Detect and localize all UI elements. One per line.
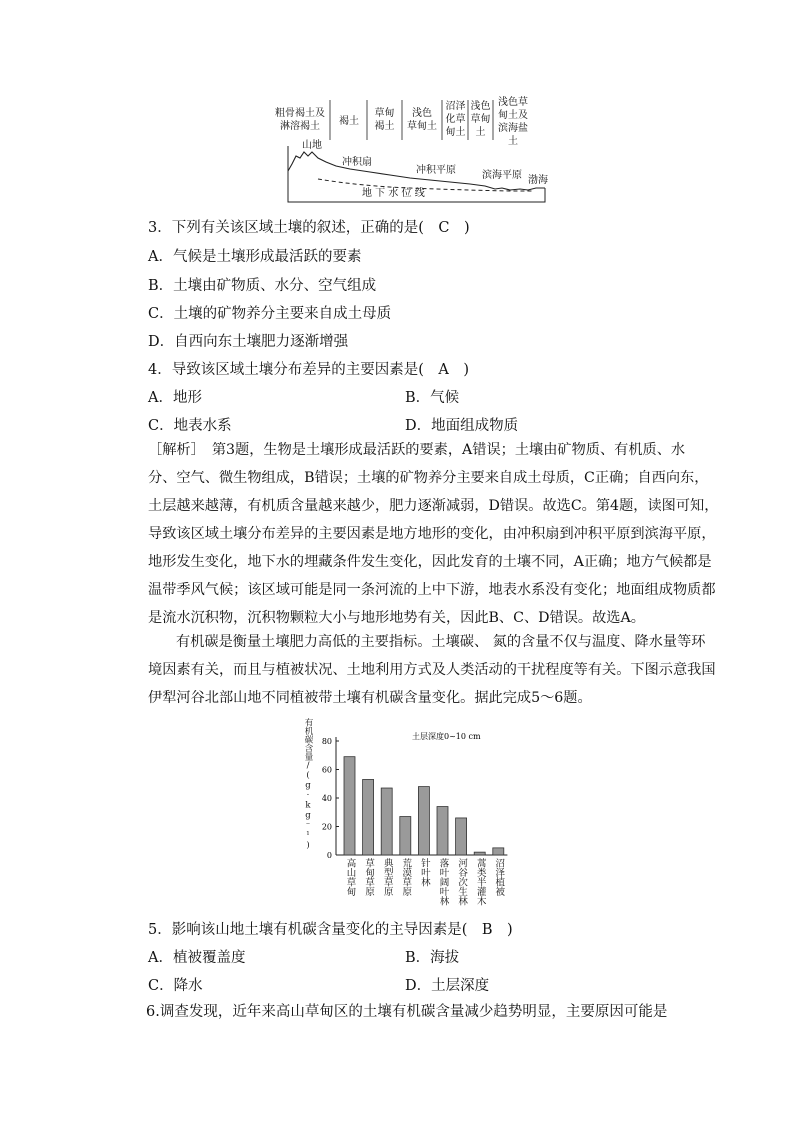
chart-bar [344, 757, 355, 855]
soil-label-brown: 褐土 [339, 116, 359, 127]
chart-plot [300, 712, 520, 862]
q5-option-a: A．植被覆盖度 [148, 950, 246, 966]
chart-category-label: 蒿类半灌木 [474, 858, 486, 906]
q4-option-d: D．地面组成物质 [405, 418, 519, 434]
intro-paragraph: 有机碳是衡量土壤肥力高低的主要指标。土壤碳、 氮的含量不仅与温度、降水量等环 境因素有关，而且与植被状况、土地利用方式及人类活动的干扰程度等有关。下图示意我国 伊犁河谷北部山地不同植被带土壤有机碳含量变化。据此完成5～6题。 [148, 634, 716, 706]
soil-label-coastal-saline: 浅色草 甸土及 滨海盐 土 [498, 97, 528, 147]
soil-label-light-meadow: 浅色 草甸土 [407, 108, 437, 132]
organic-carbon-chart [300, 712, 520, 912]
chart-category-label: 草甸草原 [363, 858, 375, 896]
analysis-paragraph: ［解析］ 第3题，生物是土壤形成最活跃的要素，A错误；土壤由矿物质、有机质、水 分、空气、微生物组成，B错误；土壤的矿物养分主要来自成土母质，C正确；自西向东， 土层越来越薄，有机质含量越来越少，肥力逐渐减弱，D错误。故选C。第4题，读图可知， 导致该区域土壤分布差异的主要因素是地方地形的变化，由冲积扇到冲积平原到滨海平原， 地形发生变化，地下水的埋藏条件发生变化，因此发育的土壤不同，A正确；地方气候都是 温带季风气候；该区域可能是同一条河流的上中下游，地表水系没有变化；地面组成物质都 是流水沉积物，沉积物颗粒大小与地形地势有关，因此B、C、D错误。故选A。 [148, 442, 719, 626]
chart-bar [437, 807, 448, 855]
q5-option-d: D．土层深度 [405, 978, 490, 994]
landform-bohai-sea: 渤海 [528, 175, 548, 186]
chart-bar [456, 818, 467, 855]
q5-option-c: C．降水 [148, 978, 203, 994]
chart-bar [363, 779, 374, 855]
chart-y-tick-label: 20 [321, 822, 332, 832]
q5-option-b: B．海拔 [405, 950, 460, 966]
landform-alluvial-fan: 冲积扇 [342, 157, 372, 168]
landform-alluvial-plain: 冲积平原 [416, 165, 456, 176]
soil-label-light-meadow-2: 浅色 草甸 土 [470, 101, 491, 138]
chart-category-label: 高山草甸 [344, 858, 356, 896]
chart-y-tick-label: 0 [326, 851, 332, 860]
chart-y-tick-label: 60 [321, 765, 332, 775]
chart-bar [474, 852, 485, 855]
chart-y-tick-label: 40 [321, 794, 332, 803]
chart-bar [493, 848, 504, 855]
chart-bar [381, 788, 392, 855]
landform-coastal-plain: 滨海平原 [482, 170, 522, 181]
chart-category-label: 落叶阔叶林 [437, 858, 449, 906]
q3-option-b: B．土壤由矿物质、水分、空气组成 [148, 278, 377, 294]
chart-bar [400, 817, 411, 855]
landform-mountain: 山地 [302, 140, 322, 151]
chart-bar [418, 787, 429, 855]
soil-label-meadow-brown: 草甸 褐土 [374, 108, 395, 132]
q6-stem: 6.调查发现，近年来高山草甸区的土壤有机碳含量减少趋势明显，主要原因可能是 [146, 1004, 668, 1020]
chart-category-label: 河谷次生林 [456, 858, 468, 906]
q4-stem: 4．导致该区域土壤分布差异的主要因素是( A ) [148, 362, 470, 378]
chart-category-label: 荒漠草原 [400, 858, 412, 896]
q3-stem: 3．下列有关该区域土壤的叙述，正确的是( C ) [148, 220, 470, 236]
chart-title: 土层深度0~10 cm [412, 732, 481, 741]
chart-category-label: 沼泽植被 [493, 858, 505, 896]
q3-option-d: D．自西向东土壤肥力逐渐增强 [148, 334, 349, 350]
chart-y-tick-label: 80 [321, 737, 332, 746]
soil-label-coarse-brown: 粗骨褐土及 淋溶褐土 [275, 108, 325, 132]
q3-option-a: A．气候是土壤形成最活跃的要素 [148, 249, 362, 265]
q4-option-a: A．地形 [148, 390, 202, 406]
water-table-label: 地 下 水 位 线 [362, 188, 425, 199]
q4-option-b: B．气候 [405, 390, 460, 406]
q5-stem: 5．影响该山地土壤有机碳含量变化的主导因素是( B ) [148, 922, 513, 938]
chart-category-labels [300, 858, 520, 914]
chart-y-label: 有机碳含量/(g·kg⁻¹) [303, 718, 313, 851]
q4-option-c: C．地表水系 [148, 418, 232, 434]
soil-label-swamp-meadow: 沼泽 化草 甸土 [445, 101, 466, 138]
q3-option-c: C．土壤的矿物养分主要来自成土母质 [148, 306, 392, 322]
chart-category-label: 典型草原 [381, 858, 393, 896]
soil-profile-figure [270, 96, 550, 206]
chart-category-label: 针叶林 [418, 858, 430, 887]
